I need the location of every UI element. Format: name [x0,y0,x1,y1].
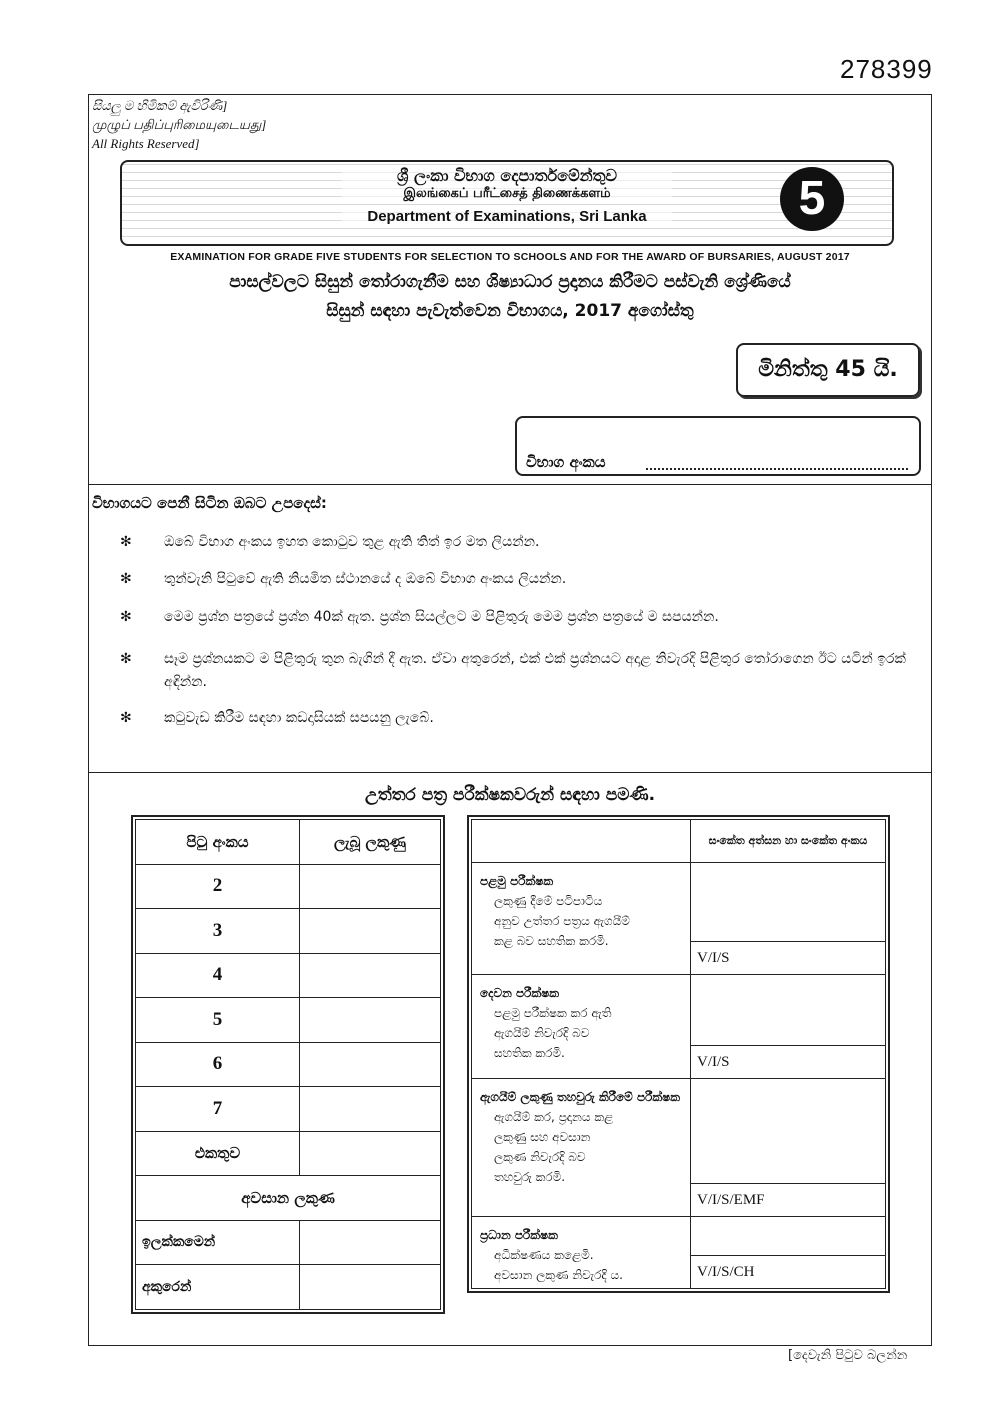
instruction-text: ඔබේ විභාග අංකය ඉහත කොටුව තුළ ඇති තිත් ඉර මත ලියන්න. [164,534,540,550]
total-cell[interactable] [300,1131,441,1176]
rights-en: All Rights Reserved] [92,136,200,151]
signature-cell[interactable] [691,1079,886,1184]
in-numbers-label: ඉලක්කමෙන් [136,1220,300,1265]
rights-si: සියලු ම හිමිකම් ඇවිරිණි] [92,98,228,113]
instruction-item [120,707,920,731]
check-title: පළමු පරීක්ෂක [480,874,554,888]
instruction-text: කටුවැඩ කිරීම සඳහා කඩදාසියක් සපයනු ලැබේ. [164,710,434,726]
page-number: 3 [136,909,300,954]
table-row [472,863,886,942]
code-cell: V/I/S [691,942,886,975]
table-row [136,1176,441,1221]
check-line: ලකුණු දීමේ පටිපාටිය [494,894,603,908]
divider [88,484,932,485]
instruction-text: මෙම ප්‍රශ්න පත්‍රයේ ප්‍රශ්න 40ක් ඇත. ප්‍රශ්න සියල්ලට ම පිළිතුරු මෙම ප්‍රශ්න පත්‍රයේ ම සපයන්න. [164,609,719,625]
marks-cell[interactable] [300,864,441,909]
turn-page-note: [දෙවැනි පිටුව බලන්න [788,1348,908,1363]
in-words-label: අකුරෙන් [136,1265,300,1310]
signature-header: සංකේත අත්සන හා සංකේත අංකය [691,820,886,863]
page-number: 7 [136,1087,300,1132]
table-row [136,864,441,909]
banner-title-ta: இலங்கைப் பரீட்சைத் திணைக்களம் [342,186,672,202]
marks-cell[interactable] [300,909,441,954]
table-row [472,975,886,1046]
in-numbers-cell[interactable] [300,1220,441,1265]
marks-cell[interactable] [300,1087,441,1132]
divider [88,772,932,773]
banner-title-en: Department of Examinations, Sri Lanka [342,208,672,225]
instruction-item [120,568,920,592]
table-row [136,953,441,998]
col-header-page: පිටු අංකය [136,820,300,865]
check-line: ඇගයීම් කර, ප්‍රදානය කළ [494,1110,614,1124]
banner-title-si: ශ්‍රී ලංකා විභාග දෙපාර්තමේන්තුව [342,166,672,186]
table-row [136,1131,441,1176]
signature-cell[interactable] [691,975,886,1046]
check-title: දෙවන පරීක්ෂක [480,986,560,1000]
marks-table [135,819,441,1310]
check-line: ඇගයීම් නිවැරදි බව [494,1026,590,1040]
instruction-item [120,648,920,696]
department-banner [120,160,894,246]
header-blank [472,820,691,863]
check-title: ප්‍රධාන පරීක්ෂක [480,1228,558,1242]
check-line: අනුව උත්තර පත්‍රය ඇගයීම් [494,914,630,928]
instructions-heading: විභාගයට පෙනී සිටින ඔබට උපදෙස්: [92,494,327,512]
table-row [136,998,441,1043]
check-line: කළ බව සහතික කරමි. [494,934,609,948]
bullet-star-icon: ✻ [120,609,132,625]
instruction-text: සෑම ප්‍රශ්නයකට ම පිළිතුරු තුන බැගින් දී ඇත. ඒවා අතුරෙන්, එක් එක් ප්‍රශ්නයට අදාළ නිවැරදි පිළිතුර තෝරාගෙන ඊට යටින් ඉරක් අඳින්න. [164,651,906,690]
grade-badge: 5 [780,167,844,231]
in-words-cell[interactable] [300,1265,441,1310]
bullet-star-icon: ✻ [120,571,132,587]
instruction-text: තුන්වැනි පිටුවේ ඇති නියමිත ස්ථානයේ ද ඔබේ විභාග අංකය ලියන්න. [164,571,567,587]
signature-cell[interactable] [691,1217,886,1256]
check-line: තහවුරු කරමි. [494,1170,566,1184]
marks-cell[interactable] [300,1042,441,1087]
examiner-checks-table [471,819,886,1289]
check-line: සහතික කරමි. [494,1046,565,1060]
col-header-marks: ලැබූ ලකුණු [300,820,441,865]
check-title: ඇගයීම් ලකුණු තහවුරු කිරීමේ පරීක්ෂක [480,1090,680,1104]
examiners-heading: උත්තර පත්‍ර පරීක්ෂකවරුන් සඳහා පමණි. [364,785,656,805]
check-line: අවසාන ලකුණ නිවැරදි ය. [494,1268,623,1282]
check-description [472,975,691,1079]
table-row [136,1220,441,1265]
marks-cell[interactable] [300,953,441,998]
exam-title-en: EXAMINATION FOR GRADE FIVE STUDENTS FOR SELECTION TO SCHOOLS AND FOR THE AWARD OF BURSARIES, AUGUST 2017 [170,251,850,263]
page-number: 5 [136,998,300,1043]
exam-title-si-line1: පාසල්වලට සිසුන් තෝරාගැනීම සහ ශිෂ්‍යාධාර ප්‍රදානය කිරීමට පස්වැනි ශ්‍රේණියේ [229,272,791,292]
table-row [472,1217,886,1256]
page-number: 6 [136,1042,300,1087]
code-cell: V/I/S/EMF [691,1184,886,1217]
table-row [136,909,441,954]
bullet-star-icon: ✻ [120,710,132,726]
page-number: 4 [136,953,300,998]
signature-cell[interactable] [691,863,886,942]
check-description [472,1217,691,1289]
time-allowed-box: මිනිත්තු 45 යි. [736,343,920,397]
table-row [136,1087,441,1132]
table-row [472,1079,886,1184]
bullet-star-icon: ✻ [120,534,132,550]
table-row [136,1265,441,1310]
marks-cell[interactable] [300,998,441,1043]
code-cell: V/I/S/CH [691,1256,886,1289]
code-cell: V/I/S [691,1046,886,1079]
instruction-item [120,531,920,555]
serial-number: 278399 [840,54,933,84]
check-description [472,863,691,975]
check-line: ලකුණ නිවැරදි බව [494,1150,586,1164]
check-line: අධීක්ෂණය කළෙමි. [494,1248,594,1262]
index-number-label: විභාග අංකය [526,453,606,471]
bullet-star-icon: ✻ [120,651,132,667]
index-number-field[interactable] [646,450,908,470]
total-label: එකතුව [136,1131,300,1176]
page-number: 2 [136,864,300,909]
check-description [472,1079,691,1217]
rights-ta: முழுப் பதிப்புரிமையுடையது] [92,117,267,132]
table-row [136,1042,441,1087]
instruction-item [120,606,920,630]
check-line: පළමු පරීක්ෂක කර ඇති [494,1006,612,1020]
exam-title-si-line2: සිසුන් සඳහා පැවැත්වෙන විභාගය, 2017 අගෝස්තු [326,301,694,321]
final-marks-label: අවසාන ලකුණ [136,1176,441,1221]
check-line: ලකුණු සහ අවසාන [494,1130,591,1144]
